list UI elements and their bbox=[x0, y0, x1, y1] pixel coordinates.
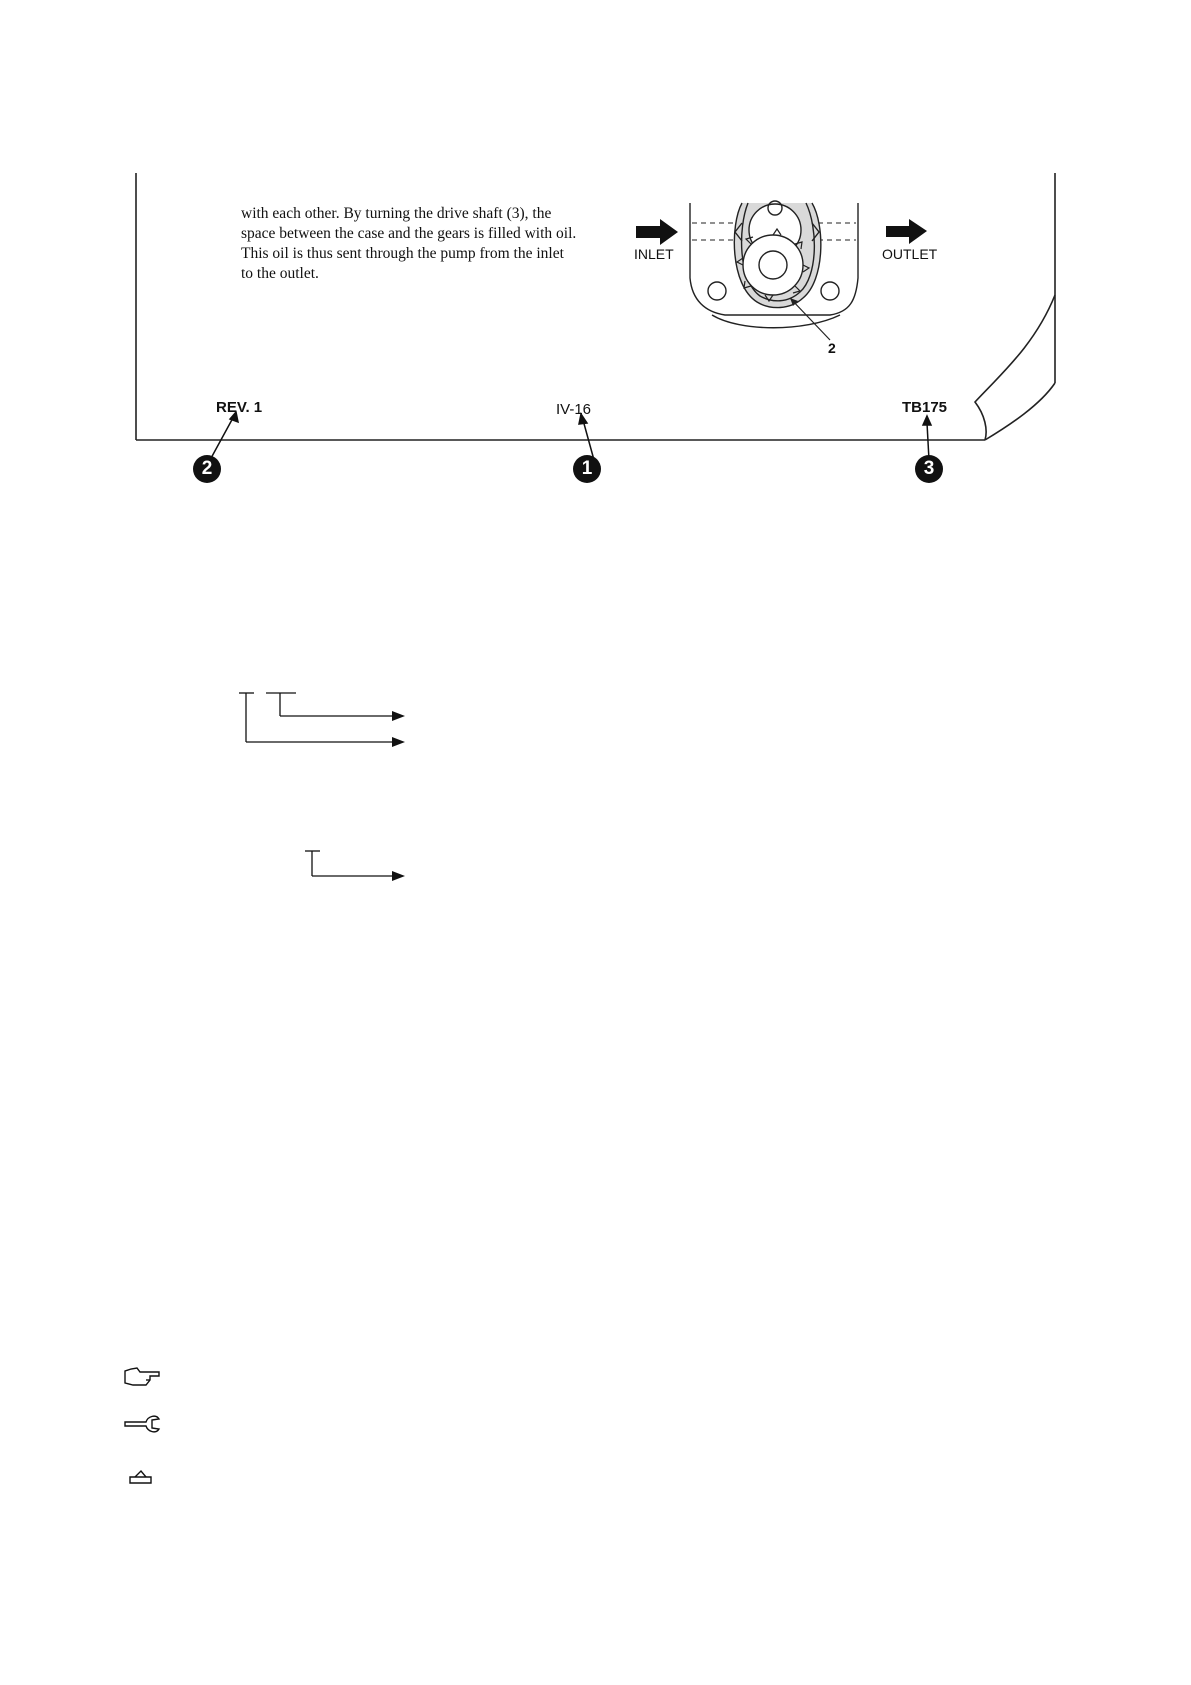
part-number-label: 2 bbox=[828, 340, 836, 356]
tray-icon bbox=[130, 1471, 151, 1483]
bracket-diagram-lower bbox=[305, 851, 392, 876]
arrowhead-icon bbox=[392, 737, 405, 747]
inlet-arrow-icon bbox=[636, 219, 678, 245]
body-line: space between the case and the gears is filled with oil. bbox=[241, 225, 577, 242]
callout-badge-3: 3 bbox=[915, 455, 943, 483]
wrench-icon bbox=[125, 1416, 159, 1432]
page-number-label: IV-16 bbox=[556, 401, 592, 418]
arrowhead-icon bbox=[392, 871, 405, 881]
oil-pump-diagram bbox=[690, 201, 858, 340]
callout-badge-2: 2 bbox=[193, 455, 221, 483]
outlet-label: OUTLET bbox=[882, 246, 938, 262]
arrowhead-icon bbox=[392, 711, 405, 721]
bracket-diagram-upper bbox=[239, 693, 392, 742]
revision-label: REV. 1 bbox=[216, 399, 263, 416]
model-label: TB175 bbox=[902, 399, 948, 416]
pointing-hand-icon bbox=[125, 1368, 159, 1385]
body-line: to the outlet. bbox=[241, 265, 319, 282]
outlet-arrow-icon bbox=[886, 219, 927, 244]
callout-leaders bbox=[210, 412, 931, 460]
callout-badge-1: 1 bbox=[573, 455, 601, 483]
body-line: This oil is thus sent through the pump from the inlet bbox=[241, 245, 564, 262]
inlet-label: INLET bbox=[634, 246, 674, 262]
sample-body-text bbox=[241, 204, 593, 284]
body-line: with each other. By turning the drive shaft (3), the bbox=[241, 205, 552, 222]
